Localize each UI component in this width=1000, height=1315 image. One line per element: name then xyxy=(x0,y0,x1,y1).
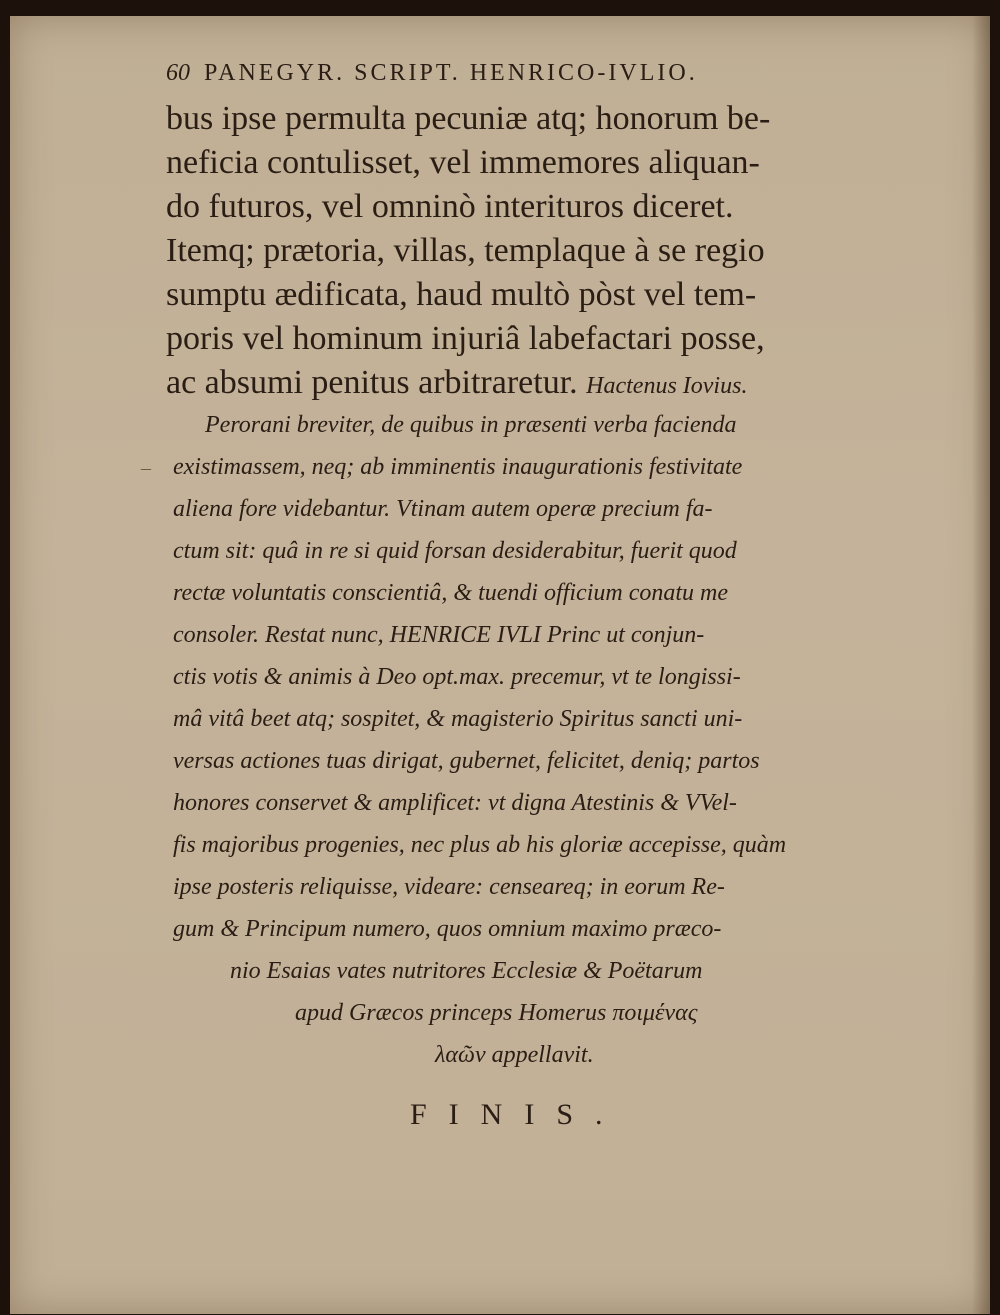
body-line-7-text: ac absumi penitus arbitraretur. xyxy=(166,364,578,401)
italic-line-1: Perorani breviter, de quibus in præsenti verba facienda xyxy=(205,412,737,438)
italic-line-2: existimassem, neq; ab imminentis inaugurationis festivitate xyxy=(173,454,743,480)
italic-line-9: versas actiones tuas dirigat, gubernet, felicitet, deniq; partos xyxy=(173,748,760,774)
body-line-4: Itemq; prætoria, villas, templaque à se regio xyxy=(166,232,765,269)
body-line-2: neficia contulisset, vel immemores aliquan- xyxy=(166,144,760,181)
body-line-6: poris vel hominum injuriâ labefactari posse, xyxy=(166,320,765,357)
finis: FINIS. xyxy=(410,1098,625,1131)
italic-line-11: fis majoribus progenies, nec plus ab his gloriæ accepisse, quàm xyxy=(173,832,787,858)
italic-line-7: ctis votis & animis à Deo opt.max. precemur, vt te longissi- xyxy=(173,664,741,690)
body-line-7 xyxy=(166,364,747,402)
italic-line-8: mâ vitâ beet atq; sospitet, & magisterio Spiritus sancti uni- xyxy=(173,706,743,732)
italic-line-3: aliena fore videbantur. Vtinam autem operæ precium fa- xyxy=(173,496,713,522)
body-line-1: bus ipse permulta pecuniæ atq; honorum be- xyxy=(166,100,771,137)
attribution: Hactenus Iovius. xyxy=(586,373,748,399)
running-header xyxy=(166,60,698,87)
italic-line-15: apud Græcos princeps Homerus ποιμένας xyxy=(295,1000,698,1026)
italic-line-5: rectæ voluntatis conscientiâ, & tuendi officium conatu me xyxy=(173,580,729,606)
book-page xyxy=(10,16,990,1314)
body-line-5: sumptu ædificata, haud multò pòst vel tem- xyxy=(166,276,757,313)
italic-line-16: λαῶν appellavit. xyxy=(435,1042,594,1068)
running-title: PANEGYR. SCRIPT. HENRICO-IVLIO. xyxy=(204,60,698,86)
italic-line-13: gum & Principum numero, quos omnium maximo præco- xyxy=(173,916,722,942)
italic-line-10: honores conservet & amplificet: vt digna Atestinis & VVel- xyxy=(173,790,737,816)
italic-line-4: ctum sit: quâ in re si quid forsan desiderabitur, fuerit quod xyxy=(173,538,737,564)
italic-line-6: consoler. Restat nunc, HENRICE IVLI Princ ut conjun- xyxy=(173,622,705,648)
margin-mark: – xyxy=(141,457,151,479)
italic-line-14: nio Esaias vates nutritores Ecclesiæ & Poëtarum xyxy=(230,958,703,984)
body-line-3: do futuros, vel omninò interituros diceret. xyxy=(166,188,734,225)
page-number: 60 xyxy=(166,60,190,86)
italic-line-12: ipse posteris reliquisse, videare: censeareq; in eorum Re- xyxy=(173,874,725,900)
